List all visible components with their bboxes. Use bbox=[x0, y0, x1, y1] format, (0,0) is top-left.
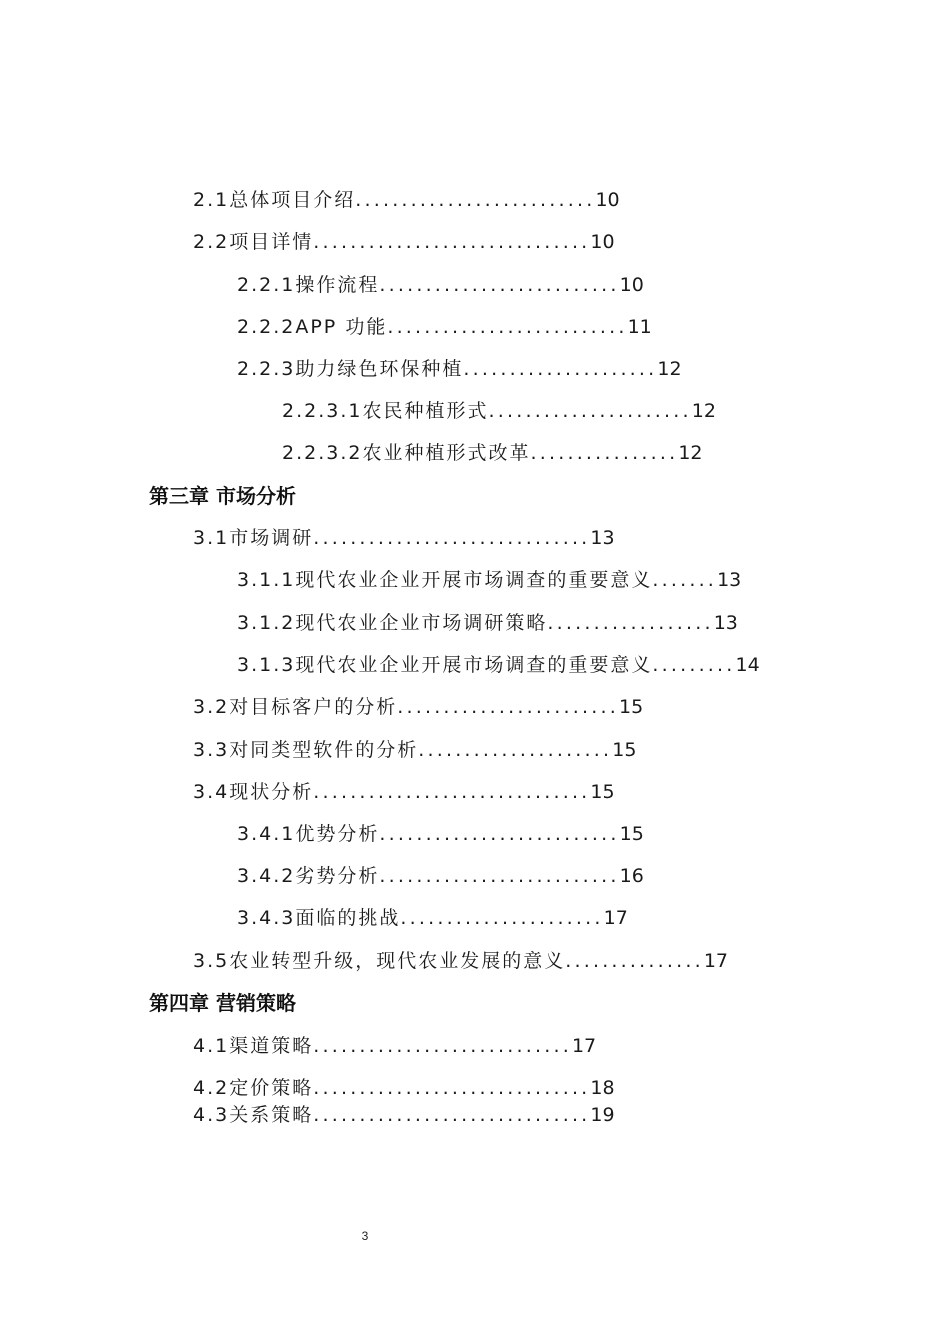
toc-entry[interactable]: 2.2项目详情..............................10 bbox=[193, 231, 615, 253]
toc-entry[interactable]: 2.2.2APP 功能..........................11 bbox=[237, 316, 652, 338]
toc-entry[interactable]: 4.1渠道策略............................17 bbox=[193, 1035, 597, 1057]
toc-entry[interactable]: 3.2对目标客户的分析........................15 bbox=[193, 696, 644, 718]
toc-entry[interactable]: 2.2.3助力绿色环保种植.....................12 bbox=[237, 358, 682, 380]
toc-entry[interactable]: 3.1市场调研..............................13 bbox=[193, 527, 615, 549]
toc-entry[interactable]: 3.3对同类型软件的分析.....................15 bbox=[193, 739, 637, 761]
toc-entry[interactable]: 4.3关系策略..............................19 bbox=[193, 1104, 615, 1126]
toc-entry[interactable]: 3.4.3面临的挑战......................17 bbox=[237, 907, 628, 929]
toc-entry[interactable]: 3.1.1现代农业企业开展市场调查的重要意义.......13 bbox=[237, 569, 742, 591]
toc-entry[interactable]: 3.1.3现代农业企业开展市场调查的重要意义.........14 bbox=[237, 654, 760, 676]
toc-entry[interactable]: 2.1总体项目介绍..........................10 bbox=[193, 189, 620, 211]
toc-entry[interactable]: 4.2定价策略..............................18 bbox=[193, 1077, 615, 1099]
toc-entry[interactable]: 3.5农业转型升级，现代农业发展的意义...............17 bbox=[193, 950, 729, 972]
toc-entry[interactable]: 3.1.2现代农业企业市场调研策略..................13 bbox=[237, 612, 738, 634]
toc-entry[interactable]: 2.2.1操作流程..........................10 bbox=[237, 274, 644, 296]
toc-entry[interactable]: 2.2.3.2农业种植形式改革................12 bbox=[282, 442, 703, 464]
toc-entry[interactable]: 3.4.1优势分析..........................15 bbox=[237, 823, 644, 845]
chapter-heading[interactable]: 第四章 营销策略 bbox=[149, 991, 296, 1015]
toc-entry[interactable]: 3.4.2劣势分析..........................16 bbox=[237, 865, 644, 887]
page-number: 3 bbox=[361, 1229, 369, 1243]
chapter-heading[interactable]: 第三章 市场分析 bbox=[149, 484, 296, 508]
toc-entry[interactable]: 2.2.3.1农民种植形式......................12 bbox=[282, 400, 716, 422]
toc-entry[interactable]: 3.4现状分析..............................15 bbox=[193, 781, 615, 803]
